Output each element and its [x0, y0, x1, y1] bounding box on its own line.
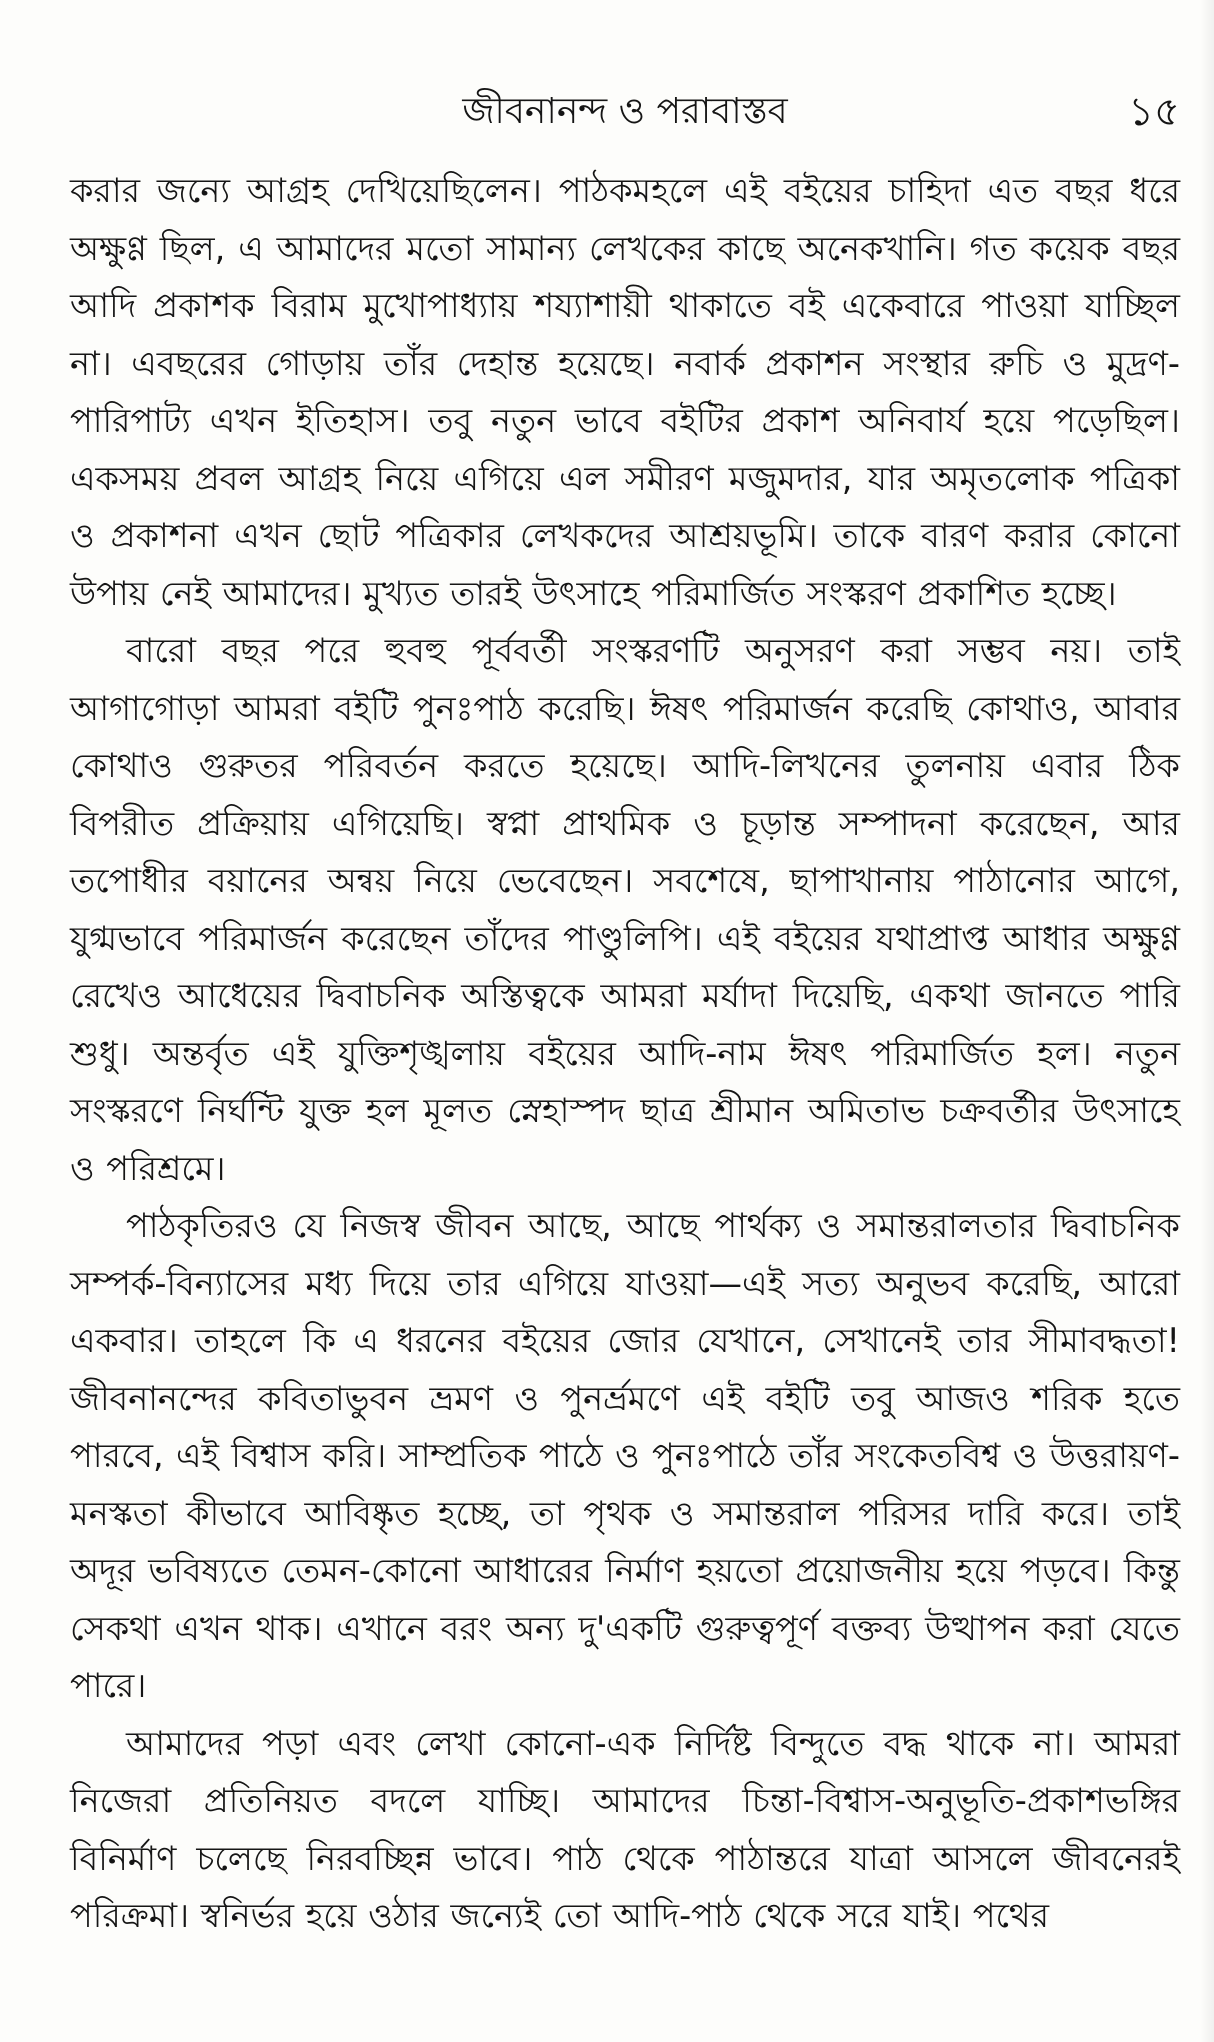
paragraph-1: করার জন্যে আগ্রহ দেখিয়েছিলেন। পাঠকমহলে এই বইয়ের চাহিদা এত বছর ধরে অক্ষুণ্ণ ছিল, এ আমাদের মতো সামান্য লেখকের কাছে অনেকখানি। গত কয়েক বছর আদি প্রকাশক বিরাম মুখোপাধ্যায় শয্যাশায়ী থাকাতে বই একেবারে পাওয়া যাচ্ছিল না। এবছরের গোড়ায় তাঁর দেহান্ত হয়েছে। নবার্ক প্রকাশন সংস্থার রুচি ও মুদ্রণ-পারিপাট্য এখন ইতিহাস। তবু নতুন ভাবে বইটির প্রকাশ অনিবার্য হয়ে পড়েছিল। একসময় প্রবল আগ্রহ নিয়ে এগিয়ে এল সমীরণ মজুমদার, যার অমৃতলোক পত্রিকা ও প্রকাশনা এখন ছোট পত্রিকার লেখকদের আশ্রয়ভূমি। তাকে বারণ করার কোনো উপায় নেই আমাদের। মুখ্যত তারই উৎসাহে পরিমার্জিত সংস্করণ প্রকাশিত হচ্ছে। [70, 171, 1180, 613]
body-text [70, 162, 1180, 1945]
paragraph-4: আমাদের পড়া এবং লেখা কোনো-এক নির্দিষ্ট বিন্দুতে বদ্ধ থাকে না। আমরা নিজেরা প্রতিনিয়ত বদলে যাচ্ছি। আমাদের চিন্তা-বিশ্বাস-অনুভূতি-প্রকাশভঙ্গির বিনির্মাণ চলেছে নিরবচ্ছিন্ন ভাবে। পাঠ থেকে পাঠান্তরে যাত্রা আসলে জীবনেরই পরিক্রমা। স্বনির্ভর হয়ে ওঠার জন্যেই তো আদি-পাঠ থেকে সরে যাই। পথের [70, 1723, 1180, 1935]
page-number: ১৫ [1128, 89, 1180, 135]
page-header [70, 86, 1180, 146]
running-title: জীবনানন্দ ও পরাবাস্তব [462, 91, 788, 132]
scan-edge-shadow [1200, 0, 1214, 2042]
paragraph-2: বারো বছর পরে হুবহু পূর্ববর্তী সংস্করণটি অনুসরণ করা সম্ভব নয়। তাই আগাগোড়া আমরা বইটি পুনঃপাঠ করেছি। ঈষৎ পরিমার্জন করেছি কোথাও, আবার কোথাও গুরুতর পরিবর্তন করতে হয়েছে। আদি-লিখনের তুলনায় এবার ঠিক বিপরীত প্রক্রিয়ায় এগিয়েছি। স্বপ্না প্রাথমিক ও চূড়ান্ত সম্পাদনা করেছেন, আর তপোধীর বয়ানের অন্বয় নিয়ে ভেবেছেন। সবশেষে, ছাপাখানায় পাঠানোর আগে, যুগ্মভাবে পরিমার্জন করেছেন তাঁদের পাণ্ডুলিপি। এই বইয়ের যথাপ্রাপ্ত আধার অক্ষুণ্ণ রেখেও আধেয়ের দ্বিবাচনিক অস্তিত্বকে আমরা মর্যাদা দিয়েছি, একথা জানতে পারি শুধু। অন্তর্বৃত এই যুক্তিশৃঙ্খলায় বইয়ের আদি-নাম ঈষৎ পরিমার্জিত হল। নতুন সংস্করণে নির্ঘন্টি যুক্ত হল মূলত স্নেহাস্পদ ছাত্র শ্রীমান অমিতাভ চক্রবর্তীর উৎসাহে ও পরিশ্রমে। [70, 631, 1180, 1188]
paragraph-3: পাঠকৃতিরও যে নিজস্ব জীবন আছে, আছে পার্থক্য ও সমান্তরালতার দ্বিবাচনিক সম্পর্ক-বিন্যাসের মধ্য দিয়ে তার এগিয়ে যাওয়া—এই সত্য অনুভব করেছি, আরো একবার। তাহলে কি এ ধরনের বইয়ের জোর যেখানে, সেখানেই তার সীমাবদ্ধতা! জীবনানন্দের কবিতাভুবন ভ্রমণ ও পুনর্ভ্রমণে এই বইটি তবু আজও শরিক হতে পারবে, এই বিশ্বাস করি। সাম্প্রতিক পাঠে ও পুনঃপাঠে তাঁর সংকেতবিশ্ব ও উত্তরায়ণ-মনস্কতা কীভাবে আবিষ্কৃত হচ্ছে, তা পৃথক ও সমান্তরাল পরিসর দারি করে। তাই অদূর ভবিষ্যতে তেমন-কোনো আধারের নির্মাণ হয়তো প্রয়োজনীয় হয়ে পড়বে। কিন্তু সেকথা এখন থাক। এখানে বরং অন্য দু'একটি গুরুত্বপূর্ণ বক্তব্য উত্থাপন করা যেতে পারে। [70, 1206, 1180, 1705]
